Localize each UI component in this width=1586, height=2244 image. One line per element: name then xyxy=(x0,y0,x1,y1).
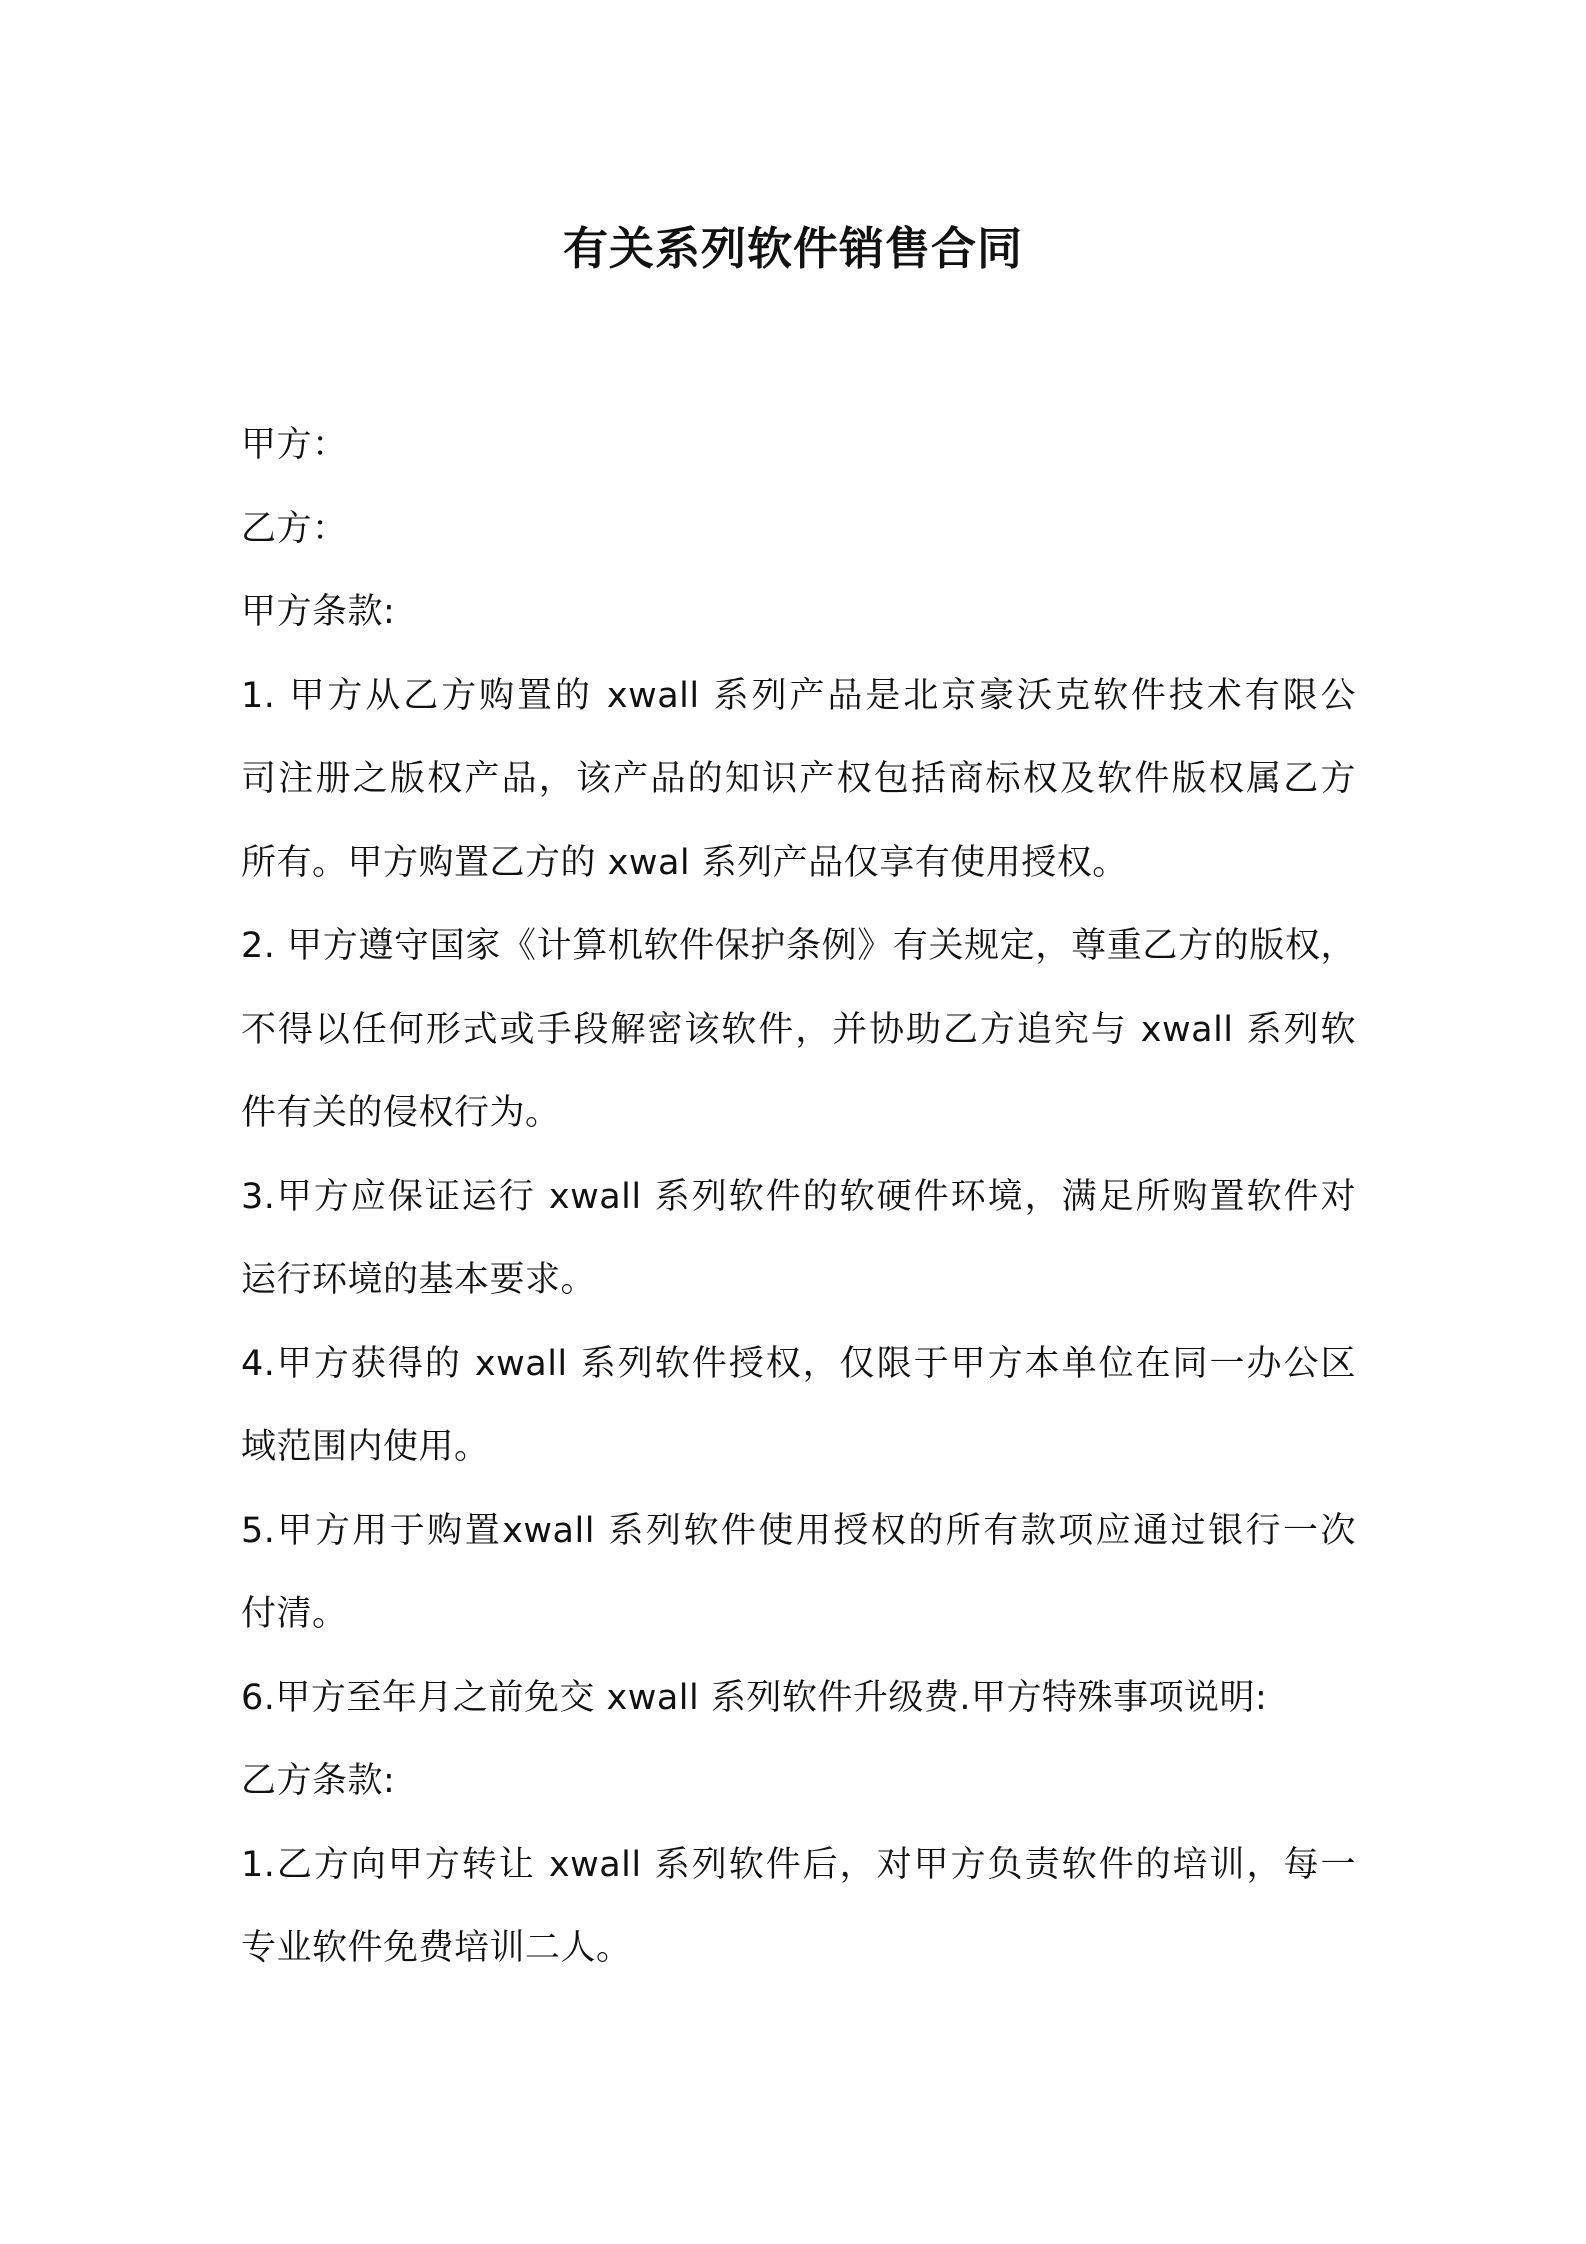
clause-a2-line-1: 2. 甲方遵守国家《计算机软件保护条例》有关规定，尊重乙方的版权， xyxy=(241,926,1356,966)
clause-a1-line-3: 所有。甲方购置乙方的 xwal 系列产品仅享有使用授权。 xyxy=(241,842,1128,883)
clause-b1-line-1: 1.乙方向甲方转让 xwall 系列软件后，对甲方负责软件的培训，每一 xyxy=(241,1844,1356,1885)
party-a-terms-heading: 甲方条款: xyxy=(241,592,396,632)
document-body xyxy=(241,404,1356,1991)
party-b-terms-heading: 乙方条款: xyxy=(241,1761,396,1801)
clause-a5-line-1: 5.甲方用于购置xwall 系列软件使用授权的所有款项应通过银行一次 xyxy=(241,1510,1356,1551)
clause-a1-line-2: 司注册之版权产品，该产品的知识产权包括商标权及软件版权属乙方 xyxy=(241,759,1356,799)
party-a-line: 甲方： xyxy=(241,425,348,465)
party-b-line: 乙方： xyxy=(241,508,348,549)
clause-a3-line-2: 运行环境的基本要求。 xyxy=(241,1260,597,1300)
document-title: 有关系列软件销售合同 xyxy=(562,222,1023,275)
clause-a6-line-1: 6.甲方至年月之前免交 xwall 系列软件升级费.甲方特殊事项说明: xyxy=(241,1677,1268,1718)
clause-a3-line-1: 3.甲方应保证运行 xwall 系列软件的软硬件环境，满足所购置软件对 xyxy=(241,1176,1356,1217)
clause-a2-line-2: 不得以任何形式或手段解密该软件，并协助乙方追究与 xwall 系列软 xyxy=(241,1009,1356,1050)
clause-a4-line-1: 4.甲方获得的 xwall 系列软件授权，仅限于甲方本单位在同一办公区 xyxy=(241,1343,1356,1384)
clause-a4-line-2: 域范围内使用。 xyxy=(241,1427,490,1467)
clause-b1-line-2: 专业软件免费培训二人。 xyxy=(241,1928,632,1968)
clause-a5-line-2: 付清。 xyxy=(241,1594,348,1634)
clause-a1-line-1: 1. 甲方从乙方购置的 xwall 系列产品是北京豪沃克软件技术有限公 xyxy=(241,675,1356,716)
clause-a2-line-3: 件有关的侵权行为。 xyxy=(241,1093,561,1133)
